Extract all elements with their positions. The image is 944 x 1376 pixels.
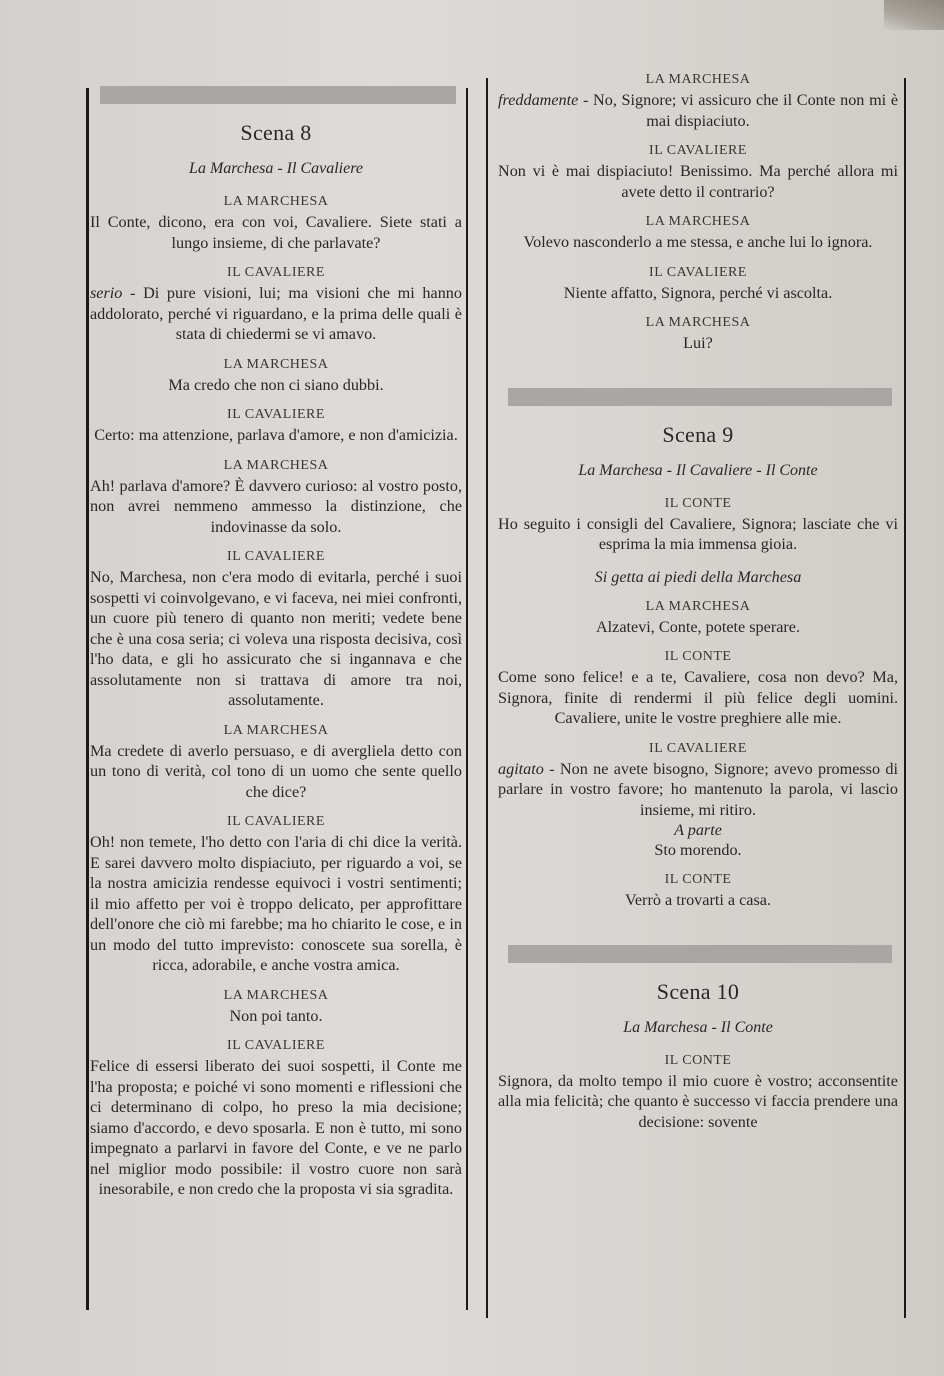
scene-divider-bar [100,86,456,104]
scene-divider-bar [508,388,892,406]
scene-characters: La Marchesa - Il Conte [623,1018,773,1036]
speaker-name: LA MARCHESA [223,356,329,372]
dialogue-text: serio - Di pure visioni, lui; ma visioni che mi hanno addolorato, perché vi riguardano, e la prima delle quali è stata di chiedermi se vi amavo. [90,284,462,343]
dialogue-block [90,458,462,538]
dialogue-text: agitato - Non ne avete bisogno, Signore; avevo promesso di parlare in vostro favore; ho mantenuto la parola, vi lascio insieme, mi ritiro. [498,759,898,819]
dialogue-text: Non poi tanto. [229,1006,323,1025]
dialogue-block [498,315,898,354]
aside-direction: A parte [674,821,722,839]
dialogue-block [90,549,462,711]
stage-direction: agitato [498,759,544,778]
dialogue-block [90,1038,462,1200]
speaker-name: IL CONTE [664,872,732,887]
right-column [498,72,898,1132]
left-inner-rule [466,88,468,1310]
dialogue-text: No, Marchesa, non c'era modo di evitarla, perché i suoi sospetti vi coinvolgevano, e vi faceva, nei miei confronti, un cuore più tenero di quanto non meriti; vedete bene che è una cosa seria; ci voleva una risposta decisiva, così l'ho data, e gli ho assicurato che si ingannava e che assolutamente non si trattava di amore tra noi, assolutamente. [90,568,462,709]
speaker-name: LA MARCHESA [223,194,329,209]
speaker-name: LA MARCHESA [645,72,751,87]
dialogue-block [498,214,898,253]
right-outer-rule [486,78,488,1318]
dialogue-block [90,194,462,253]
speaker-name: IL CAVALIERE [227,265,325,280]
scene-title: Scena 8 [240,120,312,145]
stage-direction: Si getta ai piedi della Marchesa [594,567,802,586]
dialogue-block [90,723,462,803]
scene-characters: La Marchesa - Il Cavaliere - Il Conte [578,461,818,479]
aside-text: Sto morendo. [654,841,742,859]
dialogue-block [498,741,898,861]
dialogue-block [498,1053,898,1133]
speaker-name: LA MARCHESA [223,457,329,473]
dialogue-text: Lui? [683,334,713,352]
dialogue-block [498,872,898,911]
left-column [90,86,462,1200]
speaker-name: LA MARCHESA [645,315,751,330]
dialogue-block [90,407,462,446]
dialogue-text: Verrò a trovarti a casa. [624,891,772,909]
dialogue-text: freddamente - No, Signore; vi assicuro che il Conte non mi è mai dispiaciuto. [498,91,898,130]
dialogue-text: Niente affatto, Signora, perché vi ascolta. [563,283,833,302]
scene-title: Scena 10 [656,978,740,1004]
dialogue-block [90,265,462,345]
stage-direction: freddamente [498,91,579,109]
dialogue-text: Oh! non temete, l'ho detto con l'aria di chi dice la verità. E sarei davvero molto dispiaciuto, per riguardo a voi, se la nostra amicizia rendesse equivoci i vostri sentimenti; il mio affetto per voi è troppo delicato, per approfittare dell'onore che ciò mi farebbe; ma ho chiarito le cose, e in un modo del tutto imprevisto: conoscete sua sorella, è ricca, adorabile, e anche vostra amica. [90,833,462,974]
dialogue-block [498,649,898,729]
left-outer-rule [86,88,89,1310]
scene-title: Scena 9 [662,421,734,447]
dialogue-text: Non vi è mai dispiaciuto! Benissimo. Ma perché allora mi avete detto il contrario? [498,162,898,201]
speaker-name: IL CAVALIERE [649,740,747,756]
dialogue-block [498,143,898,202]
dialogue-block [498,72,898,131]
speaker-name: LA MARCHESA [645,598,751,614]
dialogue-block [90,357,462,396]
dialogue-block [90,814,462,976]
dialogue-text: Ho seguito i consigli del Cavaliere, Signora; lasciate che vi esprima la mia immensa gioia. [498,514,898,553]
dialogue-block [90,988,462,1027]
dialogue-block [498,496,898,555]
speaker-name: IL CAVALIERE [649,143,747,158]
speaker-name: IL CAVALIERE [227,549,325,564]
stage-direction: serio [90,284,123,302]
scene-divider-bar [508,945,892,963]
dialogue-text: Ma credo che non ci siano dubbi. [168,375,384,394]
scene-characters: La Marchesa - Il Cavaliere [189,160,363,177]
speaker-name: IL CAVALIERE [227,814,325,829]
speaker-name: IL CAVALIERE [649,264,747,280]
dialogue-text: Volevo nasconderlo a me stessa, e anche lui lo ignora. [523,233,873,251]
speaker-name: LA MARCHESA [223,987,329,1003]
dialogue-text: Il Conte, dicono, era con voi, Cavaliere. Siete stati a lungo insieme, di che parlavate? [90,213,462,252]
dialogue-text: Come sono felice! e a te, Cavaliere, cosa non devo? Ma, Signora, finite di rendermi il più felice degli uomini. Cavaliere, unite le vostre preghiere alle mie. [498,668,898,727]
dialogue-text: Felice di essersi liberato dei suoi sospetti, il Conte me l'ha proposta; e poiché vi sono momenti e riflessioni che ci determinano di colpo, ho preso la mia decisione; siamo d'accordo, e devo sposarla. E non è tutto, mi sono impegnato a parlarvi in favore del Conte, e ve ne parlo nel miglior modo possibile: il vostro cuore non sarà inesorabile, e non credo che la proposta vi sia sgradita. [90,1057,462,1198]
speaker-name: IL CONTE [664,649,732,664]
dialogue-text: Signora, da molto tempo il mio cuore è vostro; acconsentite alla mia felicità; che quanto è successo vi faccia prendere una decisione: sovente [498,1071,898,1131]
dialogue-block [498,599,898,638]
dialogue-text: Certo: ma attenzione, parlava d'amore, e non d'amicizia. [94,426,458,444]
speaker-name: IL CAVALIERE [227,1038,325,1053]
speaker-name: IL CAVALIERE [227,407,325,422]
speaker-name: IL CONTE [664,1052,732,1068]
dialogue-text: Ah! parlava d'amore? È davvero curioso: al vostro posto, non avrei nemmeno ammesso la distinzione, che indovinasse da solo. [90,476,462,536]
page-corner [884,0,944,30]
dialogue-block [498,265,898,304]
speaker-name: LA MARCHESA [645,214,751,229]
speaker-name: LA MARCHESA [223,722,329,738]
dialogue-text: Ma credete di averlo persuaso, e di avergliela detto con un tono di verità, col tono di un uomo che sente quello che dice? [90,741,462,801]
speaker-name: IL CONTE [664,495,732,511]
dialogue-text: Alzatevi, Conte, potete sperare. [595,617,801,636]
right-inner-rule [904,78,906,1318]
